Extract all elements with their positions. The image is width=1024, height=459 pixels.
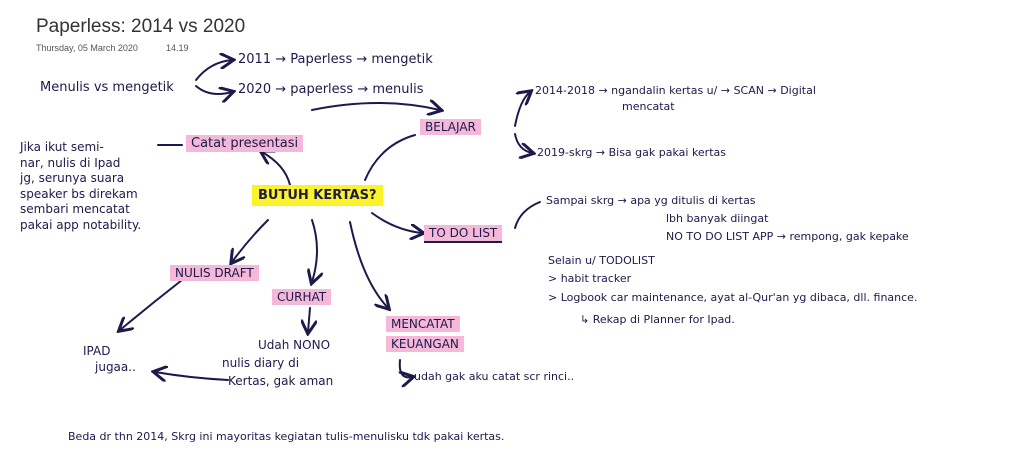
keuangan-label-1: MENCATAT [386,316,460,332]
todo-node [424,226,502,240]
menulis-vs-mengetik: Menulis vs mengetik [40,80,174,95]
connector-center-keuangan [350,222,388,308]
connector-center-catat [262,152,290,185]
belajar-2014-line: 2014-2018 → ngandalin kertas u/ → SCAN → Digital [535,84,816,97]
page-time: 14.19 [166,43,189,53]
catat-note-line: jg, serunya suara [20,171,125,185]
catat-note-line: pakai app notability. [20,217,142,232]
line-2020: 2020 → paperless → menulis [238,82,424,97]
belajar-2014-line-cont: mencatat [622,100,675,113]
belajar-label: BELAJAR [420,119,481,135]
todo-line-3: NO TO DO LIST APP → rempong, gak kepake [666,230,909,243]
todo-rekap: ↳ Rekap di Planner for Ipad. [580,313,735,326]
todo-line-2: lbh banyak diingat [666,212,769,225]
line-2011: 2011 → Paperless → mengetik [238,52,433,67]
summary-note: Beda dr thn 2014, Skrg ini mayoritas kegiatan tulis-menulisku tdk pakai kertas. [68,430,505,443]
connector-belajar-2014 [515,92,530,126]
catat-note-line: nar, nulis di Ipad [20,155,121,170]
todo-label: TO DO LIST [424,225,502,243]
ipad-note-1: IPAD [83,344,111,358]
connector-todo-sampai [515,202,540,228]
belajar-node [420,120,481,134]
connector-center-draft [232,220,268,262]
connector-center-belajar [365,135,415,180]
connector-top-belajar [312,103,440,110]
nulis-draft-label: NULIS DRAFT [170,265,259,281]
curhat-note-1: Udah NONO [258,338,331,352]
todo-item-habit: > habit tracker [548,272,632,285]
catat-note-line: Jika ikut semi- [20,140,104,154]
connector-menulis-2011 [196,60,232,80]
keuangan-label-2: KEUANGAN [386,336,464,352]
catat-note-line: sembari mencatat [20,202,130,216]
connector-belajar-2019 [515,134,532,153]
center-node [252,188,383,203]
todo-selain: Selain u/ TODOLIST [548,254,655,267]
catat-presentasi-node [186,136,303,151]
page-title: Paperless: 2014 vs 2020 [36,16,246,37]
keuangan-note: udah gak aku catat scr rinci.. [414,370,575,383]
connector-menulis-2020 [196,86,232,94]
keuangan-node [386,314,464,354]
belajar-2019-line: 2019-skrg → Bisa gak pakai kertas [537,146,726,159]
connector-center-todo [372,213,422,233]
todo-line-1: Sampai skrg → apa yg ditulis di kertas [546,194,756,207]
curhat-node [272,290,331,304]
catat-presentasi-note [20,140,141,233]
page-date: Thursday, 05 March 2020 [36,43,138,53]
todo-item-logbook: > Logbook car maintenance, ayat al-Qur'an yg dibaca, dll. finance. [548,291,918,304]
connector-curhat-note [308,308,310,332]
ipad-note-2: jugaa.. [95,360,136,374]
catat-presentasi-label: Catat presentasi [186,135,303,152]
connector-draft-ipad [120,280,182,330]
connector-center-curhat [312,220,317,282]
connector-curhat-ipad [155,372,228,380]
nulis-draft-node [170,266,259,280]
curhat-label: CURHAT [272,289,331,305]
connector-keuangan-note [400,360,412,377]
center-label: BUTUH KERTAS? [252,185,383,206]
curhat-note-2: nulis diary di [222,356,300,370]
catat-note-line: speaker bs direkam [20,186,138,201]
curhat-note-3: Kertas, gak aman [228,374,334,388]
